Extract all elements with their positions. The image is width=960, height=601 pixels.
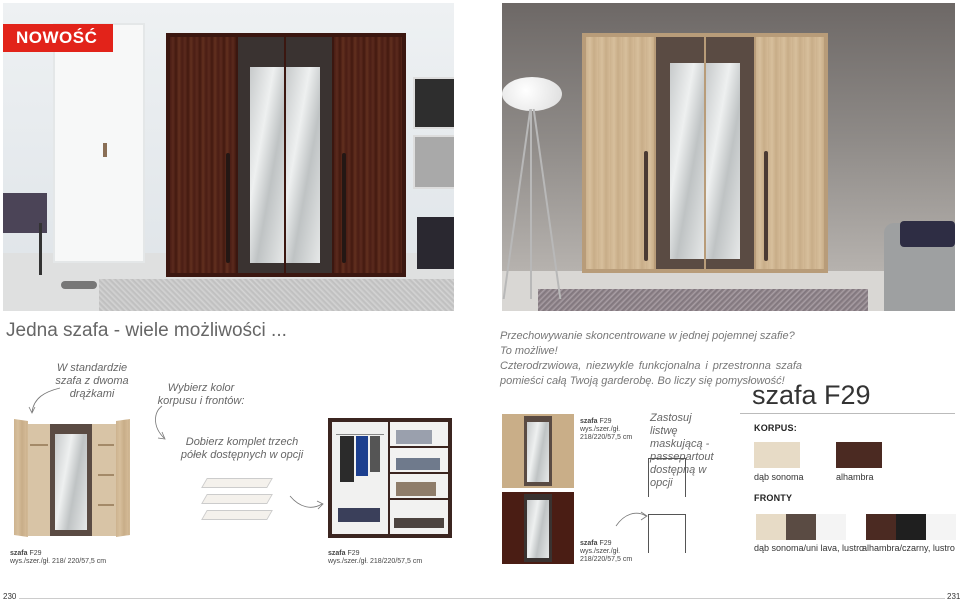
product-title: szafa F29	[752, 380, 871, 410]
swatch-korpus-sonoma	[754, 442, 800, 468]
shelf	[390, 472, 448, 474]
caption-model: F29	[347, 550, 360, 557]
swatch-part	[866, 514, 896, 540]
cushion	[900, 221, 955, 247]
shelf	[98, 474, 114, 476]
shelf-board	[201, 478, 273, 488]
caption-name: szafa	[10, 550, 28, 557]
swatch-korpus-alhambra-label: alhambra	[836, 472, 874, 482]
lamp-shade	[502, 77, 562, 111]
picture-frame	[413, 77, 454, 129]
swatch-part	[896, 514, 926, 540]
note-two-rails: W standardzie szafa z dwoma drążkami	[55, 362, 129, 400]
rug	[538, 289, 868, 311]
wardrobe-sonoma	[582, 33, 828, 273]
front-lava	[50, 424, 92, 536]
garment	[356, 436, 368, 476]
mirror	[670, 63, 704, 259]
mirror	[706, 63, 740, 259]
illustration-masking-strip	[648, 458, 686, 497]
page-number-left: 230	[3, 592, 19, 601]
wardrobe-door-mid-left	[656, 37, 704, 269]
shoes	[394, 518, 444, 528]
swatch-korpus-sonoma-label: dąb sonoma	[754, 472, 804, 482]
door-handle-icon	[103, 143, 107, 157]
intro-line-2: Czterodrzwiowa, niezwykle funkcjonalna i przestronna szafa pomieści całą Twoją garderobę. Bo liczy się pomysłowość!	[500, 360, 802, 387]
handle	[342, 153, 346, 263]
wardrobe-door-mid-left	[238, 37, 284, 273]
swatch-fronty-alhambra-label: alhambra/czarny, lustro	[862, 543, 955, 553]
shoes	[61, 281, 97, 289]
photo-wardrobe-interior	[328, 418, 452, 538]
shelf	[98, 504, 114, 506]
korpus-label: KORPUS:	[754, 423, 797, 433]
arrow-icon	[614, 508, 650, 530]
page-number-right: 231	[947, 592, 960, 601]
illustration-masking-strip	[648, 514, 686, 553]
rail	[336, 434, 384, 435]
caption-name: szafa	[328, 550, 346, 557]
garment	[370, 436, 380, 472]
shelf	[390, 446, 448, 448]
caption-small-bottom	[580, 540, 632, 564]
caption-model: F29	[599, 540, 612, 547]
caption-dims-label: wys./szer./gł.	[580, 426, 621, 433]
arrow-icon	[24, 386, 64, 416]
handle	[644, 151, 648, 261]
shelf-board	[201, 494, 273, 504]
clothes	[396, 482, 436, 496]
footer-line	[16, 598, 946, 599]
front-lava	[524, 416, 552, 486]
divider	[740, 413, 955, 414]
caption-bottom-left	[10, 550, 106, 566]
shelf	[390, 498, 448, 500]
intro-line-1: Przechowywanie skoncentrowane w jednej pojemnej szafie? To możliwe!	[500, 330, 795, 357]
note-choose-color: Wybierz kolor korpusu i frontów:	[157, 382, 245, 407]
caption-dims: wys./szer./gł. 218/ 220/57,5 cm	[10, 558, 107, 565]
caption-dims: 218/220/57,5 cm	[580, 556, 633, 563]
shelf-board	[201, 510, 273, 520]
mirror	[527, 422, 549, 482]
note-shelves: Dobierz komplet trzech półek dostępnych w opcji	[180, 436, 304, 461]
shelf	[98, 444, 114, 446]
picture-frame	[413, 135, 454, 189]
swatch-fronty-sonoma	[756, 514, 846, 540]
mirror	[286, 67, 320, 263]
illustration-open-wardrobe-sonoma	[14, 414, 130, 540]
caption-name: szafa	[580, 418, 598, 425]
swatch-korpus-alhambra	[836, 442, 882, 468]
open-door-left	[14, 419, 28, 537]
caption-bottom-middle	[328, 550, 422, 566]
fronty-label: FRONTY	[754, 493, 793, 503]
open-door-right	[116, 419, 130, 537]
swatch-fronty-sonoma-label: dąb sonoma/uni lava, lustro	[754, 543, 865, 553]
garment	[340, 436, 354, 482]
caption-model: F29	[29, 550, 42, 557]
caption-name: szafa	[580, 540, 598, 547]
boxes	[396, 430, 432, 444]
lamp-stand	[530, 109, 532, 299]
shelf-compartment	[390, 422, 448, 534]
mirror	[55, 434, 87, 530]
hanging-compartment	[332, 422, 388, 534]
caption-dims-label: wys./szer./gł.	[580, 548, 621, 555]
wardrobe-alhambra	[166, 33, 406, 277]
rug	[99, 279, 454, 311]
wardrobe-door-mid-right	[706, 37, 754, 269]
stool	[417, 217, 454, 269]
swatch-part	[926, 514, 956, 540]
caption-dims: 218/220/57,5 cm	[580, 434, 633, 441]
swatch-part	[756, 514, 786, 540]
mirror	[250, 67, 284, 263]
swatch-part	[816, 514, 846, 540]
handle	[764, 151, 768, 261]
photo-wardrobe-sonoma	[502, 3, 955, 311]
white-door	[53, 23, 145, 263]
caption-model: F29	[599, 418, 612, 425]
arrow-icon	[140, 404, 180, 446]
caption-dims: wys./szer./gł. 218/220/57,5 cm	[328, 558, 423, 565]
illustration-shelves	[204, 476, 270, 524]
new-badge: NOWOŚĆ	[3, 24, 113, 52]
mirror	[527, 500, 549, 558]
wardrobe-door-mid-right	[286, 37, 332, 273]
handle	[226, 153, 230, 263]
boxes	[338, 508, 380, 522]
note-strip: Zastosuj listwę maskującą - passepartout dostępną w opcji	[650, 412, 714, 489]
swatch-part	[786, 514, 816, 540]
wardrobe-body	[28, 424, 116, 536]
headline: Jedna szafa - wiele możliwości ...	[6, 320, 287, 341]
rail	[30, 444, 48, 446]
swatch-fronty-alhambra	[866, 514, 956, 540]
thumb-wardrobe-sonoma	[502, 414, 574, 488]
arrow-icon	[288, 492, 328, 514]
clothes	[396, 458, 440, 470]
chair-leg	[39, 223, 42, 275]
caption-small-top	[580, 418, 632, 442]
thumb-wardrobe-alhambra	[502, 492, 574, 564]
front-black	[524, 494, 552, 562]
